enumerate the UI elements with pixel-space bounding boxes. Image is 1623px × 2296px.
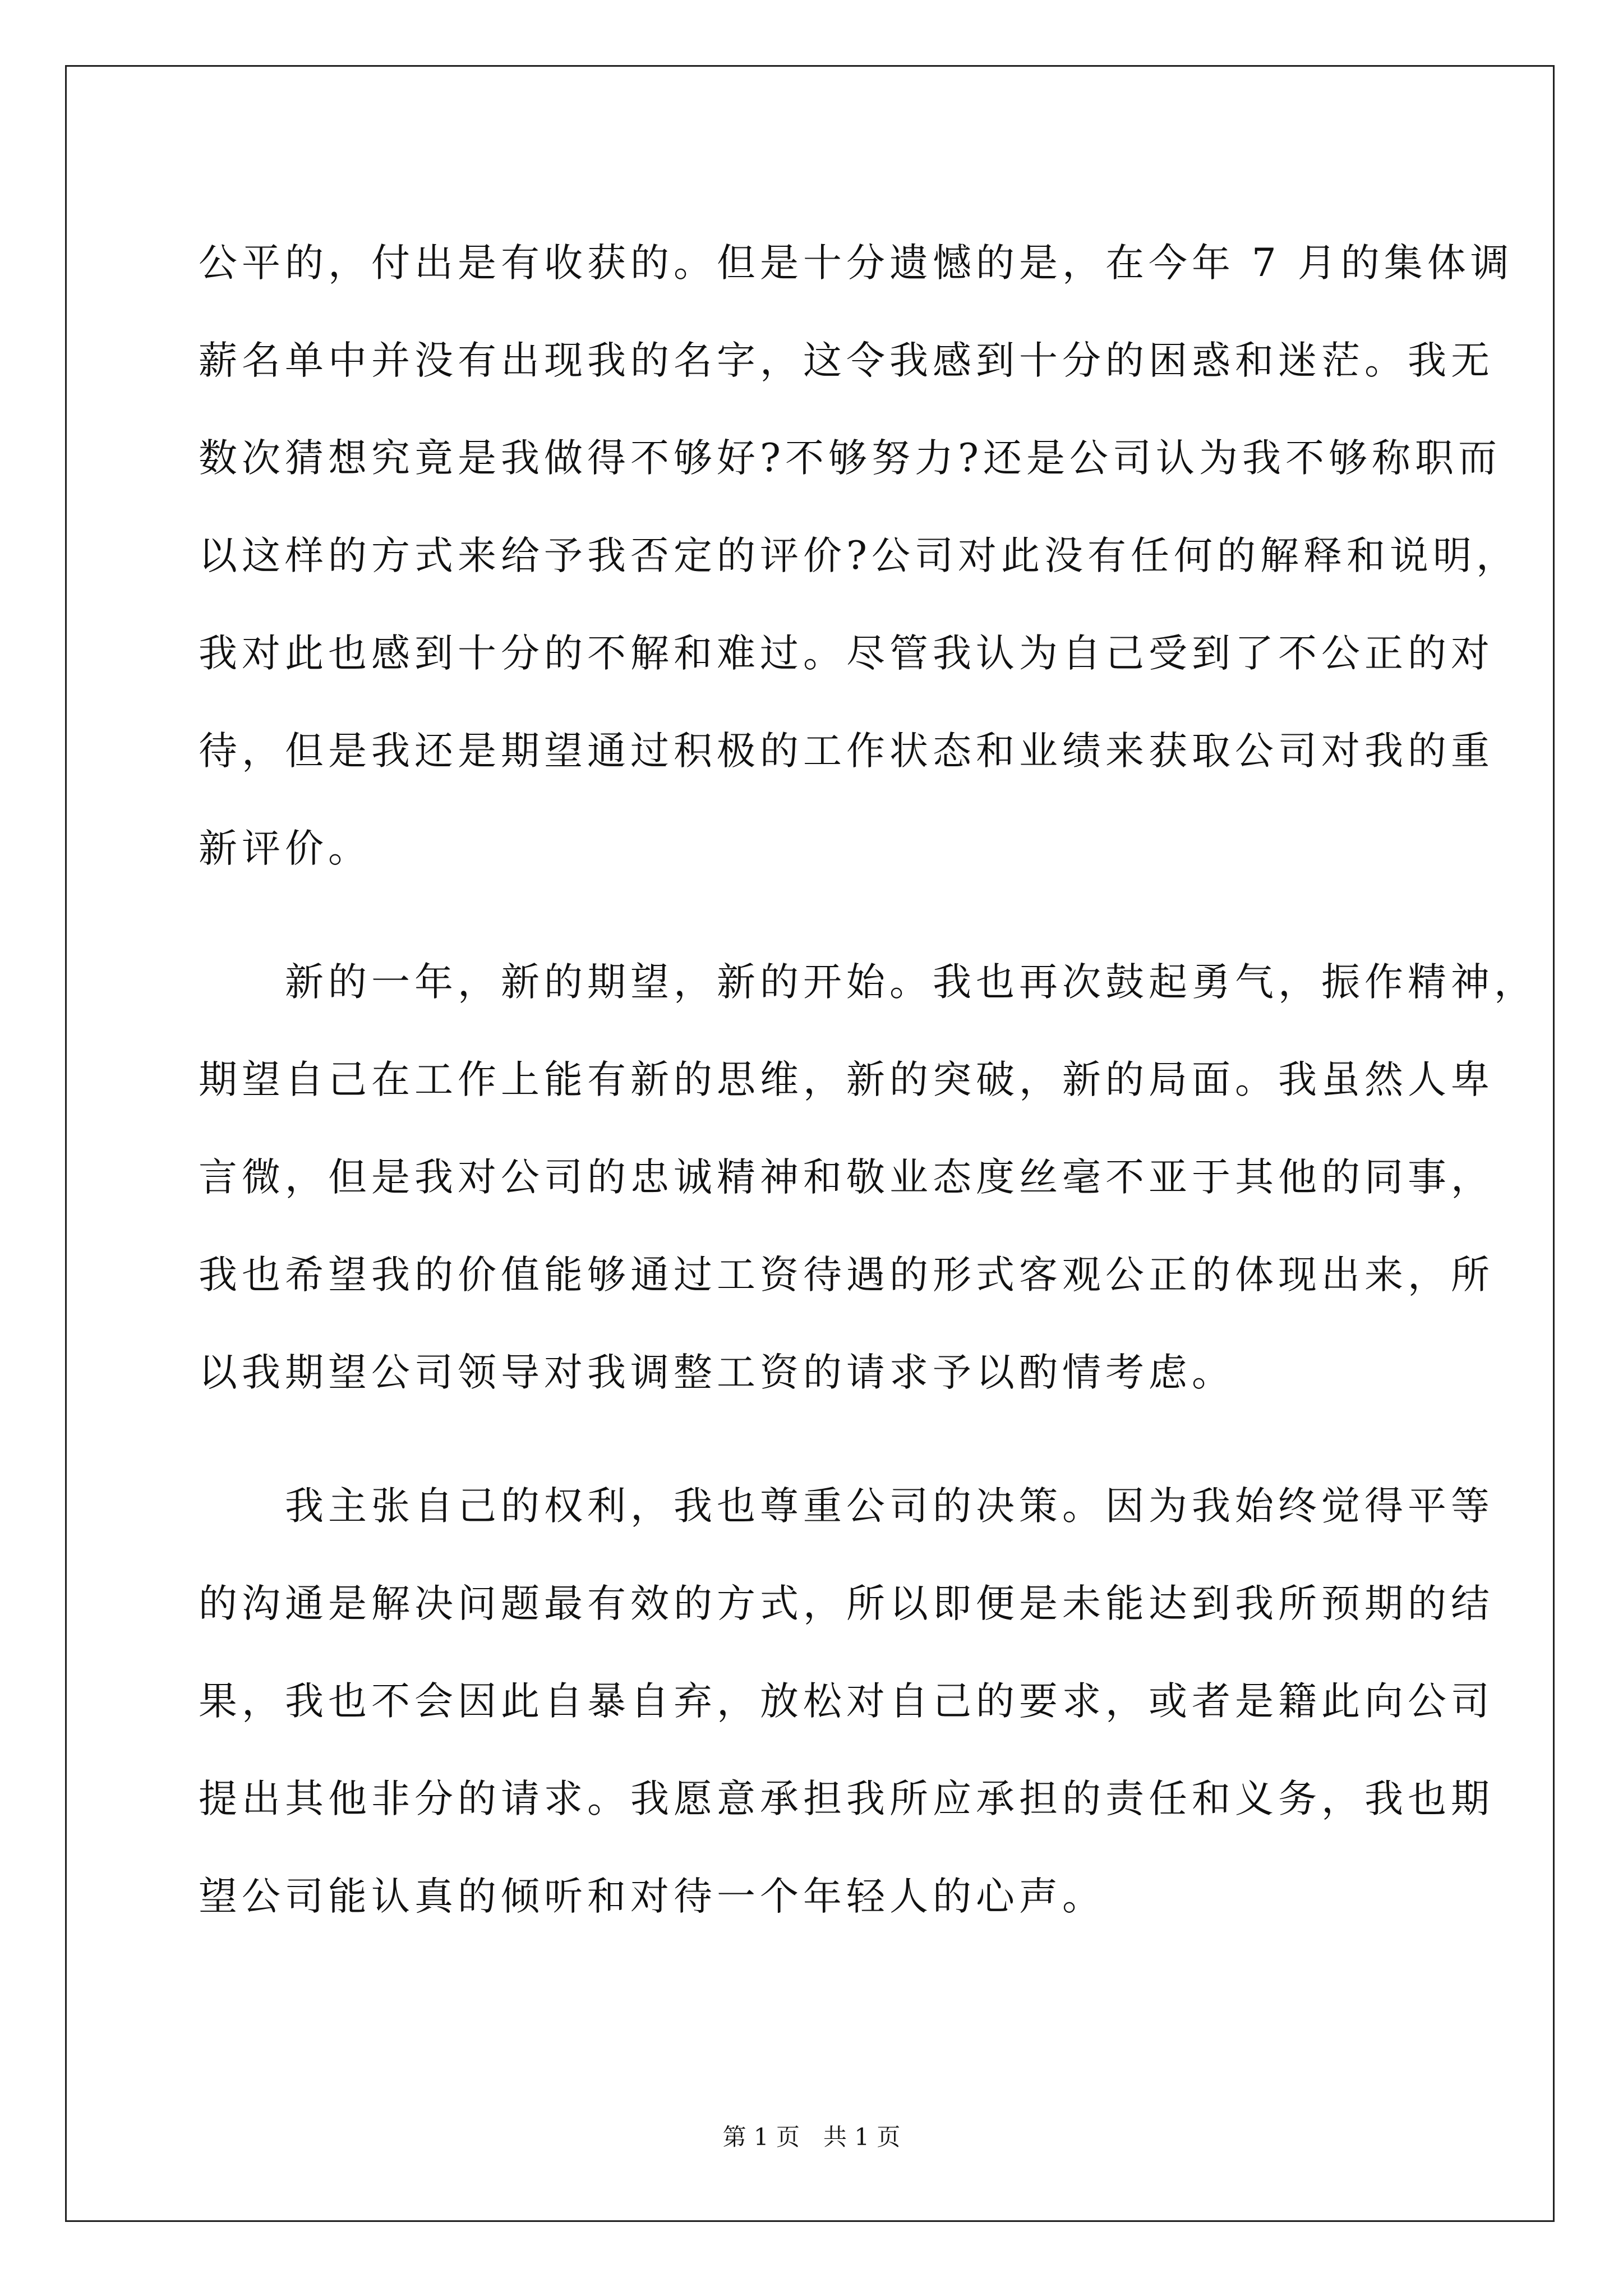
page-footer: 第 1 页 共 1 页 bbox=[722, 2123, 901, 2151]
text-line: 以这样的方式来给予我否定的评价?公司对此没有任何的解释和说明， bbox=[199, 533, 1519, 578]
text-line: 我主张自己的权利，我也尊重公司的决策。因为我始终觉得平等 bbox=[199, 1484, 1494, 1529]
text-line: 数次猜想究竟是我做得不够好?不够努力?还是公司认为我不够称职而 bbox=[199, 436, 1501, 481]
document-body bbox=[199, 214, 1537, 1945]
text-line: 言微，但是我对公司的忠诚精神和敬业态度丝毫不亚于其他的同事， bbox=[199, 1155, 1494, 1200]
paragraph-3 bbox=[199, 1457, 1494, 1945]
text-line: 的沟通是解决问题最有效的方式，所以即便是未能达到我所预期的结 bbox=[199, 1581, 1494, 1626]
text-line: 新评价。 bbox=[199, 826, 371, 871]
text-line: 以我期望公司领导对我调整工资的请求予以酌情考虑。 bbox=[199, 1350, 1235, 1395]
text-line: 薪名单中并没有出现我的名字，这令我感到十分的困惑和迷茫。我无 bbox=[199, 338, 1494, 383]
text-line: 我对此也感到十分的不解和难过。尽管我认为自己受到了不公正的对 bbox=[199, 631, 1494, 676]
paragraph-2 bbox=[199, 933, 1537, 1421]
text-line: 待，但是我还是期望通过积极的工作状态和业绩来获取公司对我的重 bbox=[199, 729, 1494, 774]
text-line: 新的一年，新的期望，新的开始。我也再次鼓起勇气，振作精神， bbox=[199, 960, 1537, 1005]
paragraph-1 bbox=[199, 214, 1519, 898]
text-line: 望公司能认真的倾听和对待一个年轻人的心声。 bbox=[199, 1874, 1105, 1919]
text-line: 期望自己在工作上能有新的思维，新的突破，新的局面。我虽然人卑 bbox=[199, 1057, 1494, 1102]
text-line: 公平的，付出是有收获的。但是十分遗憾的是，在今年 7 月的集体调 bbox=[199, 241, 1514, 286]
text-line: 提出其他非分的请求。我愿意承担我所应承担的责任和义务，我也期 bbox=[199, 1777, 1494, 1821]
text-line: 果，我也不会因此自暴自弃，放松对自己的要求，或者是籍此向公司 bbox=[199, 1679, 1494, 1724]
text-line: 我也希望我的价值能够通过工资待遇的形式客观公正的体现出来，所 bbox=[199, 1253, 1494, 1297]
